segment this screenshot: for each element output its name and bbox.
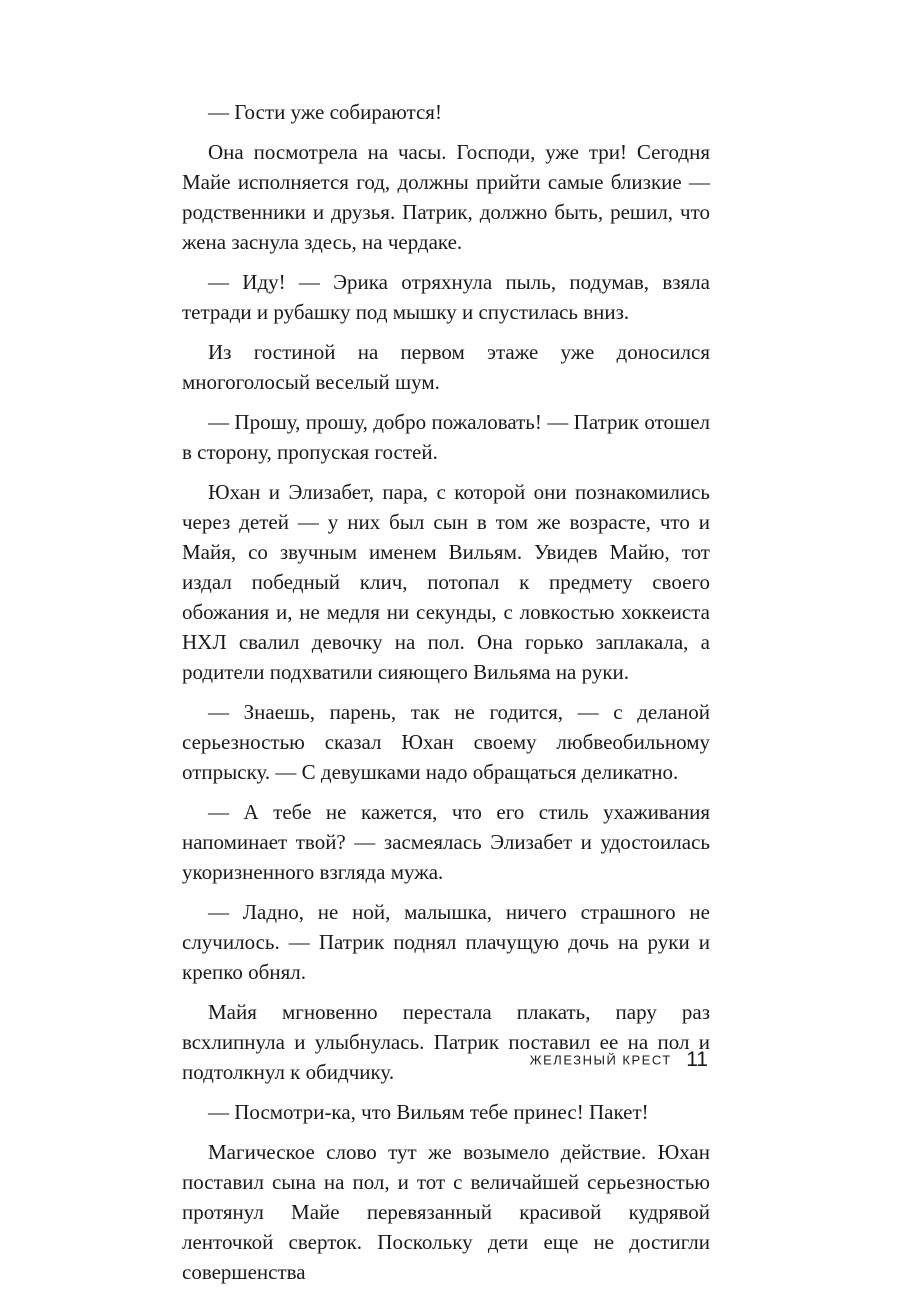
paragraph: Из гостиной на первом этаже уже доносился многоголосый веселый шум. — [182, 340, 710, 394]
paragraph: Майя мгновенно перестала плакать, пару раз всхлипнула и улыбнулась. Патрик поставил ее на пол и подтолкнул к обидчику. — [182, 1000, 710, 1084]
paragraph: — Гости уже собираются! — [208, 100, 442, 124]
page-number: 11 — [686, 1048, 708, 1071]
paragraph: Магическое слово тут же возымело действие. Юхан поставил сына на пол, и тот с величайшей серьезностью протянул Майе перевязанный красивой кудрявой ленточкой сверток. Поскольку дети еще не достигли совершенства — [182, 1140, 710, 1284]
page-footer — [0, 1048, 708, 1078]
body-text — [182, 97, 710, 1297]
running-title: ЖЕЛЕЗНЫЙ КРЕСТ — [529, 1052, 672, 1068]
paragraph: Она посмотрела на часы. Господи, уже три! Сегодня Майе исполняется год, должны прийти самые близкие — родственники и друзья. Патрик, должно быть, решил, что жена заснула здесь, на чердаке. — [182, 140, 710, 254]
paragraph: — Ладно, не ной, малышка, ничего страшного не случилось. — Патрик поднял плачущую дочь на руки и крепко обнял. — [182, 900, 710, 984]
paragraph: Юхан и Элизабет, пара, с которой они познакомились через детей — у них был сын в том же возрасте, что и Майя, со звучным именем Вильям. Увидев Майю, тот издал победный клич, потопал к предмету своего обожания и, не медля ни секунды, с ловкостью хоккеиста НХЛ свалил девочку на пол. Она горько заплакала, а родители подхватили сияющего Вильяма на руки. — [182, 480, 710, 684]
paragraph: — Знаешь, парень, так не годится, — с деланой серьезностью сказал Юхан своему любвеобильному отпрыску. — С девушками надо обращаться деликатно. — [182, 700, 710, 784]
paragraph: — Иду! — Эрика отряхнула пыль, подумав, взяла тетради и рубашку под мышку и спустилась вниз. — [182, 270, 710, 324]
paragraph: — А тебе не кажется, что его стиль ухаживания напоминает твой? — засмеялась Элизабет и удостоилась укоризненного взгляда мужа. — [182, 800, 710, 884]
paragraph: — Прошу, прошу, добро пожаловать! — Патрик отошел в сторону, пропуская гостей. — [182, 410, 710, 464]
paragraph: — Посмотри-ка, что Вильям тебе принес! Пакет! — [208, 1100, 649, 1124]
